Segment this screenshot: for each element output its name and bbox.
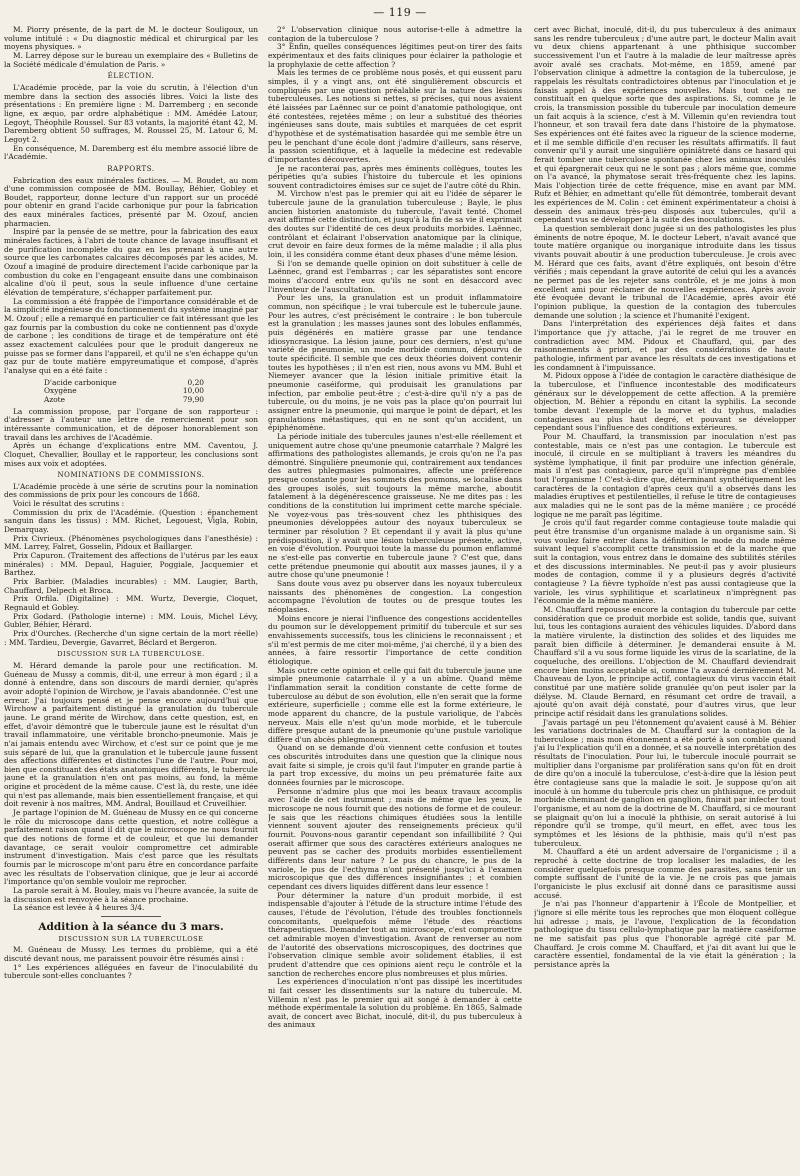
paragraph: Je partage l'opinion de M. Guéneau de Mussy en ce qui concerne le rôle du microscope dans cette question, et notre collègue a parfaitement raison quand il dit que le microscope ne nous fournit que des notions de forme et de couleur, et que lui demander davantage, ce serait vouloir compromettre cet admirable instrument d'investigation. Mais c'est parce que les résultats fournis par le microscope m'ont paru être en concordance parfaite avec les résultats de l'observation clinique, que je leur ai accordé l'importance qu'on semble vouloir me reprocher.	[4, 808, 258, 887]
section-heading-discussion: DISCUSSION SUR LA TUBERCULOSE.	[57, 650, 205, 659]
paragraph: Prix Civrieux. (Phénomènes psychologiques dans l'anesthésie) : MM. Larrey, Falret, Gosselin, Pidoux et Baillarger.	[4, 533, 258, 552]
paragraph: Pour M. Chauffard, la transmission par inoculation n'est pas contestable, mais ce n'est pas une contagion. Le tubercule est inoculé, il circule en se multipliant à travers les méandres du système lymphatique, il finit par produire une infection générale, mais il n'est pas contagieux, parce qu'il n'imprègne pas d'emblée tout l'organisme ! C'est-à-dire que, déterminant synthétiquement les caractères de la contagion d'après ceux qu'il a observés dans les maladies éruptives et pestilentielles, il refuse le titre de contagieuses aux maladies qui ne le sont pas de la même manière ; ce procédé logique ne me paraît pas légitime.	[534, 431, 796, 519]
paragraph: La question semblerait donc jugée si un des pathologistes les plus éminents de notre époque, M. le docteur Lebert, n'avait avancé que toute matière organique ou inorganique introduite dans les tissus vivants pouvait aboutir à une production tuberculeuse. Je crois avec M. Hérard que ces faits, avant d'être expliqués, ont besoin d'être vérifiés ; mais cependant la grave autorité de celui qui les a avancés ne permet pas de les rejeter sans contrôle, et je me joins à mon excellent ami pour réclamer de nouvelles expériences. Après avoir été évoquée devant le tribunal de l'Académie, après avoir été l'opinion publique, la question de la contagion des tubercules demande une solution ; la science et l'humanité l'exigent.	[534, 224, 796, 320]
gas-analysis-table	[44, 379, 258, 405]
paragraph: Mais outre cette opinion et celle qui fait du tubercule jaune une simple pneumonie catarrhale il y a un abîme. Quand même l'inflammation serait la condition constante de cette forme de tuberculose au début de son évolution, elle n'en serait que la forme extérieure, superficielle ; comme elle est la forme extérieure, le mode apparent du chancre, de la pustule variolique, de l'abcès nerveux. Mais elle n'est qu'un mode morbide, et le tubercule diffère presque autant de la pneumonie qu'une pustule variolique diffère d'un abcès phlegmoneux.	[268, 665, 522, 744]
paragraph: L'Académie procède à une série de scrutins pour la nomination des commissions de prix pour les concours de 1868.	[4, 481, 258, 500]
paragraph: Quand on se demande d'où viennent cette confusion et toutes ces obscurités introduites dans une question que la clinique nous avait faite si simple, je crois qu'il faut l'imputer en grande partie à la part trop excessive, du moins un peu prématurée faite aux données fournies par le microscope.	[268, 743, 522, 788]
paragraph: M. Chauffard repousse encore la contagion du tubercule par cette considération que ce produit morbide est solide, tandis que, suivant lui, tous les contagions auraient des véhicules liquides. D'abord dans la matière virulente, la distinction des solides et des liquides me paraît bien difficile à déterminer. Je demanderai ensuite à M. Chauffard s'il a vu sous forme liquide les virus de la scarlatine, de la coqueluche, des oreillons. L'objection de M. Chauffard deviendrait encore bien moins acceptable si, comme l'a avancé dernièrement M. Chauveau de Lyon, le principe actif, contagieux du virus vaccin était constitué par une matière solide granulée qu'on peut isoler par la diélyse. M. Claude Bernard, en résumant cet ordre de travail, a ajouté qu'on avait déjà constaté, pour d'autres virus, que leur principe actif résidait dans les granulations solides.	[534, 604, 796, 718]
paragraph: Après un échange d'explications entre MM. Caventou, J. Cloquet, Chevallier, Boullay et le rapporteur, les conclusions sont mises aux voix et adoptées.	[4, 441, 258, 468]
paragraph: Moins encore je nierai l'influence des congestions accidentelles du poumon sur le développement primitif du tubercule et sur ses envahissements successifs, tous les cliniciens le reconnaissent ; et s'il m'est permis de me citer moi-même, j'ai cherché, il y a bien des années, à faire ressortir l'importance de cette condition étiologique.	[268, 613, 522, 666]
paragraph: Prix d'Ourches. (Recherche d'un signe certain de la mort réelle) : MM. Tardieu, Devergie, Gavarret, Béclard et Bergeron.	[4, 628, 258, 647]
paragraph: Commission du prix de l'Académie. (Question : épanchement sanguin dans les tissus) : MM. Richet, Legouest, Vigla, Robin, Demarquay.	[4, 507, 258, 535]
analysis-label: Azote	[44, 394, 66, 404]
paragraph: La période initiale des tubercules jaunes n'est-elle réellement et uniquement autre chose qu'une pneumonie catarrhale ? Malgré les affirmations des pathologistes allemands, je crois qu'on ne l'a pas démontré. Singulière pneumonie qui, contrairement aux tendances des autres phlegmasies pulmonaires, affecte une préférence presque constante pour les sommets des poumons, se localise dans des groupes isolés, suit toujours la même marche, aboutit fatalement à la dégénérescence graisseuse. Ne me dites pas : les conditions de la constitution lui impriment cette marche spéciale. Ne voyez-vous pas très-souvent chez les phthisiques des pneumonies développées autour des noyaux tuberculeux se terminer par résolution ? Et cependant il y avait là plus qu'une prédisposition, il y avait une lésion tuberculeuse présente, active, en voie d'évolution. Pourquoi toute la masse du poumon enflammé ne s'est-elle pas convertie en tubercule jaune ? C'est que, dans cette prétendue pneumonie qui aboutit aux masses jaunes, il y a autre chose qu'une pneumonie !	[268, 431, 522, 580]
paragraph: Je crois qu'il faut regarder comme contagieuse toute maladie qui peut être transmise d'un organisme malade à un organisme sain. Si vous voulez faire entrer dans la définition le mode du mode même suivant lequel s'accomplit cette transmission et de la marche que suit la contagion, vous entrez dans le domaine des subtilités stériles et des discussions interminables. Ne peut-il pas y avoir plusieurs modes de contagion, comme il y a plusieurs degrés d'activité contagieuse ? La fièvre typhoïde n'est pas aussi contagieuse que la variole, les virus syphilitique et scarlatineux n'imprègnent pas l'économie de la même manière.	[534, 518, 796, 606]
paragraph: La commission a été frappée de l'importance considérable et de la simplicité ingénieuse du fonctionnement du système imaginé par M. Ozouf ; elle a remarqué en particulier ce fait intéressant que les gaz fournis par la combustion du coke ne contiennent pas d'oxyde de carbone ; les conditions de tirage et de température ont été assez exactement calculées pour que le produit dangereux ne puisse pas se former dans l'appareil, et qu'il ne s'en échappe qu'un gaz pur de toute matière empyreumatique et composé, d'après l'analyse qui en a été faite :	[4, 296, 258, 375]
divider	[101, 916, 161, 917]
paragraph: J'avais partagé un peu l'étonnement qu'avaient causé à M. Béhier les variations doctrinales de M. Chauffard sur la contagion de la tuberculose ; mais mon étonnement a été porté à son comble quand j'ai lu l'explication qu'il en a donnée, et sa nouvelle interprétation des résultats de l'inoculation. Pour lui, le tubercule inoculé pourrait se multiplier dans l'organisme par prolifération sans qu'on fût en droit de dire qu'on a inoculé la tuberculose, c'est-à-dire que la lésion peut être contagieuse sans que la maladie le soit. Je suppose qu'on ait inoculé à un homme du tubercule pris chez un phthisique, ce produit morbide cheminant de ganglion en ganglion, finirait par infecter tout l'organisme, et au nom de la doctrine de M. Chauffard, si ce mourant se plaignait qu'on lui a inoculé la phthisie, on serait autorisé à lui répondre qu'il se trompe, qu'il meurt, en effet, avec tous les symptômes et les lésions de la phthisie, mais qu'il n'est pas tuberculeux.	[534, 717, 796, 848]
text-column-right	[534, 26, 796, 1172]
paragraph: Personne n'admire plus que moi les beaux travaux accomplis avec l'aide de cet instrument ; mais de même que les yeux, le microscope ne nous fournit que des notions de forme et de couleur. Je sais que les réactions chimiques étudiées sous la lentille viennent souvent ajouter des renseignements précieux qu'il fournit. Pouvons-nous garantir cependant son infaillibilité ? Qui oserait affirmer que sous des caractères extérieurs analogues ne peuvent pas se cacher des produits morbides essentiellement différents dans leur nature ? Le pus du chancre, le pus de la variole, le pus de l'ecthyma n'ont présenté jusqu'ici à l'examen microscopique que des différences insignifiantes ; et combien cependant ces divers liquides diffèrent dans leur essence !	[268, 786, 522, 891]
paragraph: Inspiré par la pensée de se mettre, pour la fabrication des eaux minérales factices, à l'abri de toute chance de lavage insuffisant et de purification incomplète du gaz en les prenant à une autre source que les carbonates calcaires décomposés par les acides, M. Ozouf a imaginé de produire directement l'acide carbonique par la combustion du coke en l'engageant ensuite dans une combinaison alcaline d'où il peut, sous la seule influence d'une certaine élévation de température, s'échapper parfaitement pur.	[4, 227, 258, 298]
section-heading-nominations: NOMINATIONS DE COMMISSIONS.	[57, 471, 205, 480]
paragraph: La parole serait à M. Bouley, mais vu l'heure avancée, la suite de la discussion est renvoyée à la séance prochaine.	[4, 886, 258, 904]
paragraph: Prix Capuron. (Traitement des affections de l'utérus par les eaux minérales) : MM. Depaul, Haguier, Poggiale, Jacquemier et Barthez.	[4, 551, 258, 578]
section-heading-election: ÉLECTION.	[107, 72, 155, 81]
paragraph: cert avec Bichat, inoculé, dit-il, du pus tuberculeux à des animaux sans les rendre tuberculeux ; d'une autre part, le docteur Malin avait vu deux chiens appartenant à une phthisique succomber successivement l'un et l'autre à la maladie de leur maîtresse après avoir avalé ses crachats. Mot-même, en 1859, amené par l'observation clinique à admettre la contagion de la tuberculose, je rappelais les résultats contradictoires obtenus par l'inoculation et je faisais appel à des expériences nouvelles. Mais tout cela ne constituait en quelque sorte que des aspirations. Si, comme je le crois, la transmission possible du tubercule par inoculation demeure un fait acquis à la science, c'est à M. Villemin qu'en reviendra tout l'honneur, et son travail fera date dans l'histoire de la phymatose. Ses expériences ont été faites avec la rigueur de la science moderne, et il me semble difficile d'en recuser les résultats affirmatifs. Il faut convenir qu'il y aurait une singulière opiniâtreté dans ce hasard qui ferait tomber une tuberculose spontanée chez les animaux inoculés et qui épargnerait ceux qui ne le sont pas ; alors même que, comme on l'a avancé, la phymatose serait très-fréquente chez les lapins. Mais l'objection tirée de cette fréquence, mise en avant par MM. Rufz et Béhier, en admettant qu'elle fût démontrée, tomberait devant les expériences de M. Colin : cet éminent expérimentateur a choisi à dessein des animaux très-peu disposés aux tubercules, qu'il a cependant vus se développer à la suite des inoculations.	[534, 26, 796, 225]
paragraph: En conséquence, M. Daremberg est élu membre associé libre de l'Académie.	[4, 143, 258, 162]
paragraph: 3° Enfin, quelles conséquences légitimes peut-on tirer des faits expérimentaux et des faits cliniques pour éclairer la pathologie et la prophylaxie de cette affection ?	[268, 42, 522, 69]
paragraph: Sans doute vous avez pu observer dans les noyaux tuberculeux naissants des phénomènes de congestion. La congestion accompagne l'évolution de toutes ou de presque toutes les néoplasies.	[268, 579, 522, 614]
analysis-value: 79,90	[182, 394, 204, 404]
paragraph: Les expériences d'inoculation n'ont pas dissipé les incertitudes ni fait cesser les dissentiments sur la nature du tubercule. M. Villemin n'est pas le premier qui ait songé à demander à cette méthode expérimentale la solution du problème. En 1865, Salmade avait, de concert avec Bichat, inoculé, dit-il, du pus tuberculeux à des animaux	[268, 977, 522, 1030]
paragraph: M. Virchow n'est pas le premier qui ait eu l'idée de séparer le tubercule jaune de la granulation tuberculeuse ; Bayle, le plus ancien historien anatomiste du tubercule, l'avait tenté. Chomel avait affirmé cette distinction, et jusqu'à la fin de sa vie il exprimait des doutes sur l'identité de ces deux produits morbides. Laënnec, contrôlant et éclairant l'observation anatomique par la clinique, crut devoir en faire deux formes de la même maladie ; il alla plus loin, il les considéra comme étant deux phases d'une même lésion.	[268, 189, 522, 260]
paragraph: M. Larrey dépose sur le bureau un exemplaire des « Bulletins de la Société médicale d'émulation de Paris. »	[4, 50, 258, 69]
paragraph: M. Piorry présente, de la part de M. le docteur Souligoux, un volume intitulé : « Du diagnostic médical et chirurgical par les moyens physiques. »	[4, 26, 258, 52]
paragraph: 2° L'observation clinique nous autorise-t-elle à admettre la contagion de la tuberculose ?	[268, 26, 522, 43]
paragraph: Dans l'interprétation des expériences déjà faites et dans l'importance que j'y attache, j'ai le regret de me trouver en contradiction avec MM. Pidoux et Chauffard, qui, par des raisonnements à priori, et par des considérations de haute pathologie, infirment par avance les résultats de ces investigations et les condamnent à l'impuissance.	[534, 319, 796, 372]
paragraph: Je n'ai pas l'honneur d'appartenir à l'École de Montpellier, et j'ignore si elle mérite tous les reproches que mon éloquent collègue lui adresse ; mais, je l'avoue, l'explication de la fécondation pathologique du tissu cellulo-lymphatique par la matière caséiforme ne me satisfait pas plus que l'honorable agrégé cité par M. Chauffard. Je crois comme M. Chauffard, et j'ai dit avant lui que le caractère essentiel, fondamental de la vie était la génération ; la persistance après la	[534, 899, 796, 969]
paragraph: L'Académie procède, par la voie du scrutin, à l'élection d'un membre dans la section des associés libres. Voici la liste des présentations : En première ligne : M. Darremberg ; en seconde ligne, ex æquo, par ordre alphabétique : MM. Amédée Latour, Legoyt, Théophile Roussel. Sur 83 votants, la majorité étant 42, M. Daremberg obtient 50 suffrages, M. Roussel 25, M. Latour 6, M. Legoyt 2.	[4, 82, 258, 144]
page-number: — 119 —	[373, 6, 427, 19]
paragraph: Fabrication des eaux minérales factices. — M. Boudet, au nom d'une commission composée de MM. Boullay, Béhier, Gobley et Boudet, rapporteur, donne lecture d'un rapport sur un procédé pour obtenir en grand l'acide carbonique pur pour la fabrication des eaux minérales factices, présenté par M. Ozouf, ancien pharmacien.	[4, 175, 258, 228]
section-heading-discussion-2: DISCUSSION SUR LA TUBERCULOSE	[58, 934, 204, 943]
text-column-left	[4, 26, 258, 1172]
analysis-row	[44, 396, 204, 405]
analysis-value: 10,00	[182, 386, 204, 396]
section-heading-rapports: RAPPORTS.	[107, 164, 155, 173]
analysis-row	[44, 387, 204, 396]
paragraph: Mais les termes de ce problème nous posés, et qui eussent paru simples, il y a vingt ans, ont été singulièrement obscurcis et compliqués par une question préalable sur la nature des lésions tuberculeuses. Les notions si nettes, si précises, qui nous avaient été laissées par Laënnec sur ce point d'anatomie pathologique, ont été contestées, rejetées même ; on leur a substitué des théories ingénieuses sans doute, mais subtiles et marquées de cet esprit d'hypothèse et de systématisation hasardée qui me semble être un peu le penchant d'une école dont j'admire d'ailleurs, sans réserve, la passion scientifique, et à laquelle la médecine est redevable d'importantes découvertes.	[268, 68, 522, 164]
paragraph: Prix Orfila. (Digitaline) : MM. Wurtz, Devergie, Cloquet, Regnauld et Gobley.	[4, 594, 258, 612]
analysis-label: D'acide carbonique	[44, 377, 117, 387]
analysis-label: Oxygène	[44, 386, 77, 396]
paragraph: Je ne raconterai pas, après mes éminents collègues, toutes les péripéties qu'a subies l'histoire du tubercule et les opinions souvent contradictoires émises sur ce sujet de l'autre côté du Rhin.	[268, 163, 522, 190]
paragraph: 1° Les expériences alléguées en faveur de l'inoculabilité du tubercule sont-elles concluantes ?	[4, 962, 258, 981]
paragraph: Prix Barbier. (Maladies incurables) : MM. Laugier, Barth, Chauffard, Delpech et Broca.	[4, 577, 258, 595]
paragraph: M. Chauffard a été un ardent adversaire de l'organicisme ; il a reproché à cette doctrine de trop localiser les maladies, de les considérer quelquefois presque comme des parasites, sans tenir un compte suffisant de l'unité de la vie. Je ne crois pas que jamais l'organiciste le plus exclusif ait donné dans ce parasitisme aussi accusé.	[534, 847, 796, 900]
paragraph: M. Pidoux oppose à l'idée de contagion le caractère diathésique de la tuberculose, et l'influence incontestable des modificateurs généraux sur le développement de cette affection. A la première objection, M. Béhier a répondu en citant la syphilis. La seconde tombe devant l'exemple de la morve et du typhus, maladies contagieuses au plus haut degré, et pouvant se développer cependant sous l'influence des conditions extérieures.	[534, 371, 796, 433]
paragraph: La commission propose, par l'organe de son rapporteur : d'adresser à l'auteur une lettre de remerciement pour son intéressante communication, et de déposer honorablement son travail dans les archives de l'Académie.	[4, 406, 258, 442]
paragraph: Pour les uns, la granulation est un produit inflammatoire commun, non spécifique ; le vrai tubercule est le tubercule jaune. Pour les autres, c'est précisément le contraire : le bon tubercule est la granulation ; les masses jaunes sont des lobules enflammés, puis dégénérés en matière grasse par une tendance idiosyncrasique. La lésion jaune, pour ces derniers, n'est qu'une variété de pneumonie, un mode morbide commun, dépourvu de toute spécificité. Il semble que ces deux théories doivent contenir toutes les hypothèses ; il n'en est rien, nous avons vu MM. Buhl et Niemeyer avancer que la lésion initiale primitive était la pneumonie caséiforme, qui produisait les granulations par infection, par embolie peut-être ; c'est-à-dire qu'il n'y a pas de tubercule, ou du moins, je ne vois pas la place qu'on pourrait lui assigner entre la pneumonie, qui marque le point de départ, et les granulations métastiques, qui en ne sont qu'un accident, un épiphénomène.	[268, 293, 522, 433]
text-column-middle	[268, 26, 522, 1172]
paragraph: Prix Godard. (Pathologie interne) : MM. Louis, Michel Lévy, Gubler, Béhier, Hérard.	[4, 611, 258, 630]
paragraph: Si l'on se demande quelle opinion on doit substituer à celle de Laënnec, grand est l'embarras ; car les séparatistes sont encore moins d'accord entre eux qu'ils ne sont en désaccord avec l'inventeur de l'auscultation.	[268, 258, 522, 294]
paragraph: M. Hérard demande la parole pour une rectification. M. Guéneau de Mussy a commis, dit-il, une erreur à mon égard ; il a donné à entendre, dans son discours de mardi dernier, qu'après avoir adopté l'opinion de Wirchow, je l'avais abandonnée. C'est une erreur. J'ai toujours pensé et je pense encore aujourd'hui que Wirchow a parfaitement distingué la granulation du tubercule jaune. Le grand mérite de Wirchow, dans cette question, est, en effet, d'avoir démontré que le tubercule jaune est le résultat d'un travail inflammatoire, une véritable broncho-pneumonie. Mais je n'ai jamais entendu avec Wirchow, et c'est sur ce point que je me suis séparé de lui, que la granulation et le tubercule jaune fussent des affections différentes et distinctes l'une de l'autre. Pour moi, bien que constituant des états anatomiques différents, le tubercule jaune et la granulation n'en ont pas moins, au fond, la même origine et procèdent de la même cause. C'est là, du reste, une idée qui n'est pas allemande, mais bien essentiellement française, et qui doit revenir à nos maîtres, MM. Andral, Bouillaud et Cruveilhier.	[4, 660, 258, 809]
paragraph: M. Guéneau de Mussy. Les termes du problème, qui a été discuté devant nous, me paraissent pouvoir être résumés ainsi :	[4, 945, 258, 963]
paragraph: Pour déterminer la nature d'un produit morbide, il est indispensable d'ajouter à l'étude de la structure intime l'étude des causes, l'étude de l'évolution, l'étude des troubles fonctionnels concomitants, quelquefois même l'étude des réactions thérapeutiques. Demander tout au microscope, c'est compromettre cet admirable moyen d'investigation. Avant de renverser au nom de l'autorité des observations microscopiques, des doctrines que l'observation clinique semble avoir solidement établies, il est prudent d'attendre que ces opinions aient reçu le contrôle et la sanction de recherches encore plus nombreuses et plus mûries.	[268, 890, 522, 978]
section-title-addition: Addition à la séance du 3 mars.	[38, 920, 224, 933]
paragraph: Voici le résultat des scrutins :	[13, 499, 125, 509]
paragraph: La séance est levée à 4 heures 3/4.	[13, 903, 145, 913]
analysis-value: 0,20	[187, 377, 204, 387]
